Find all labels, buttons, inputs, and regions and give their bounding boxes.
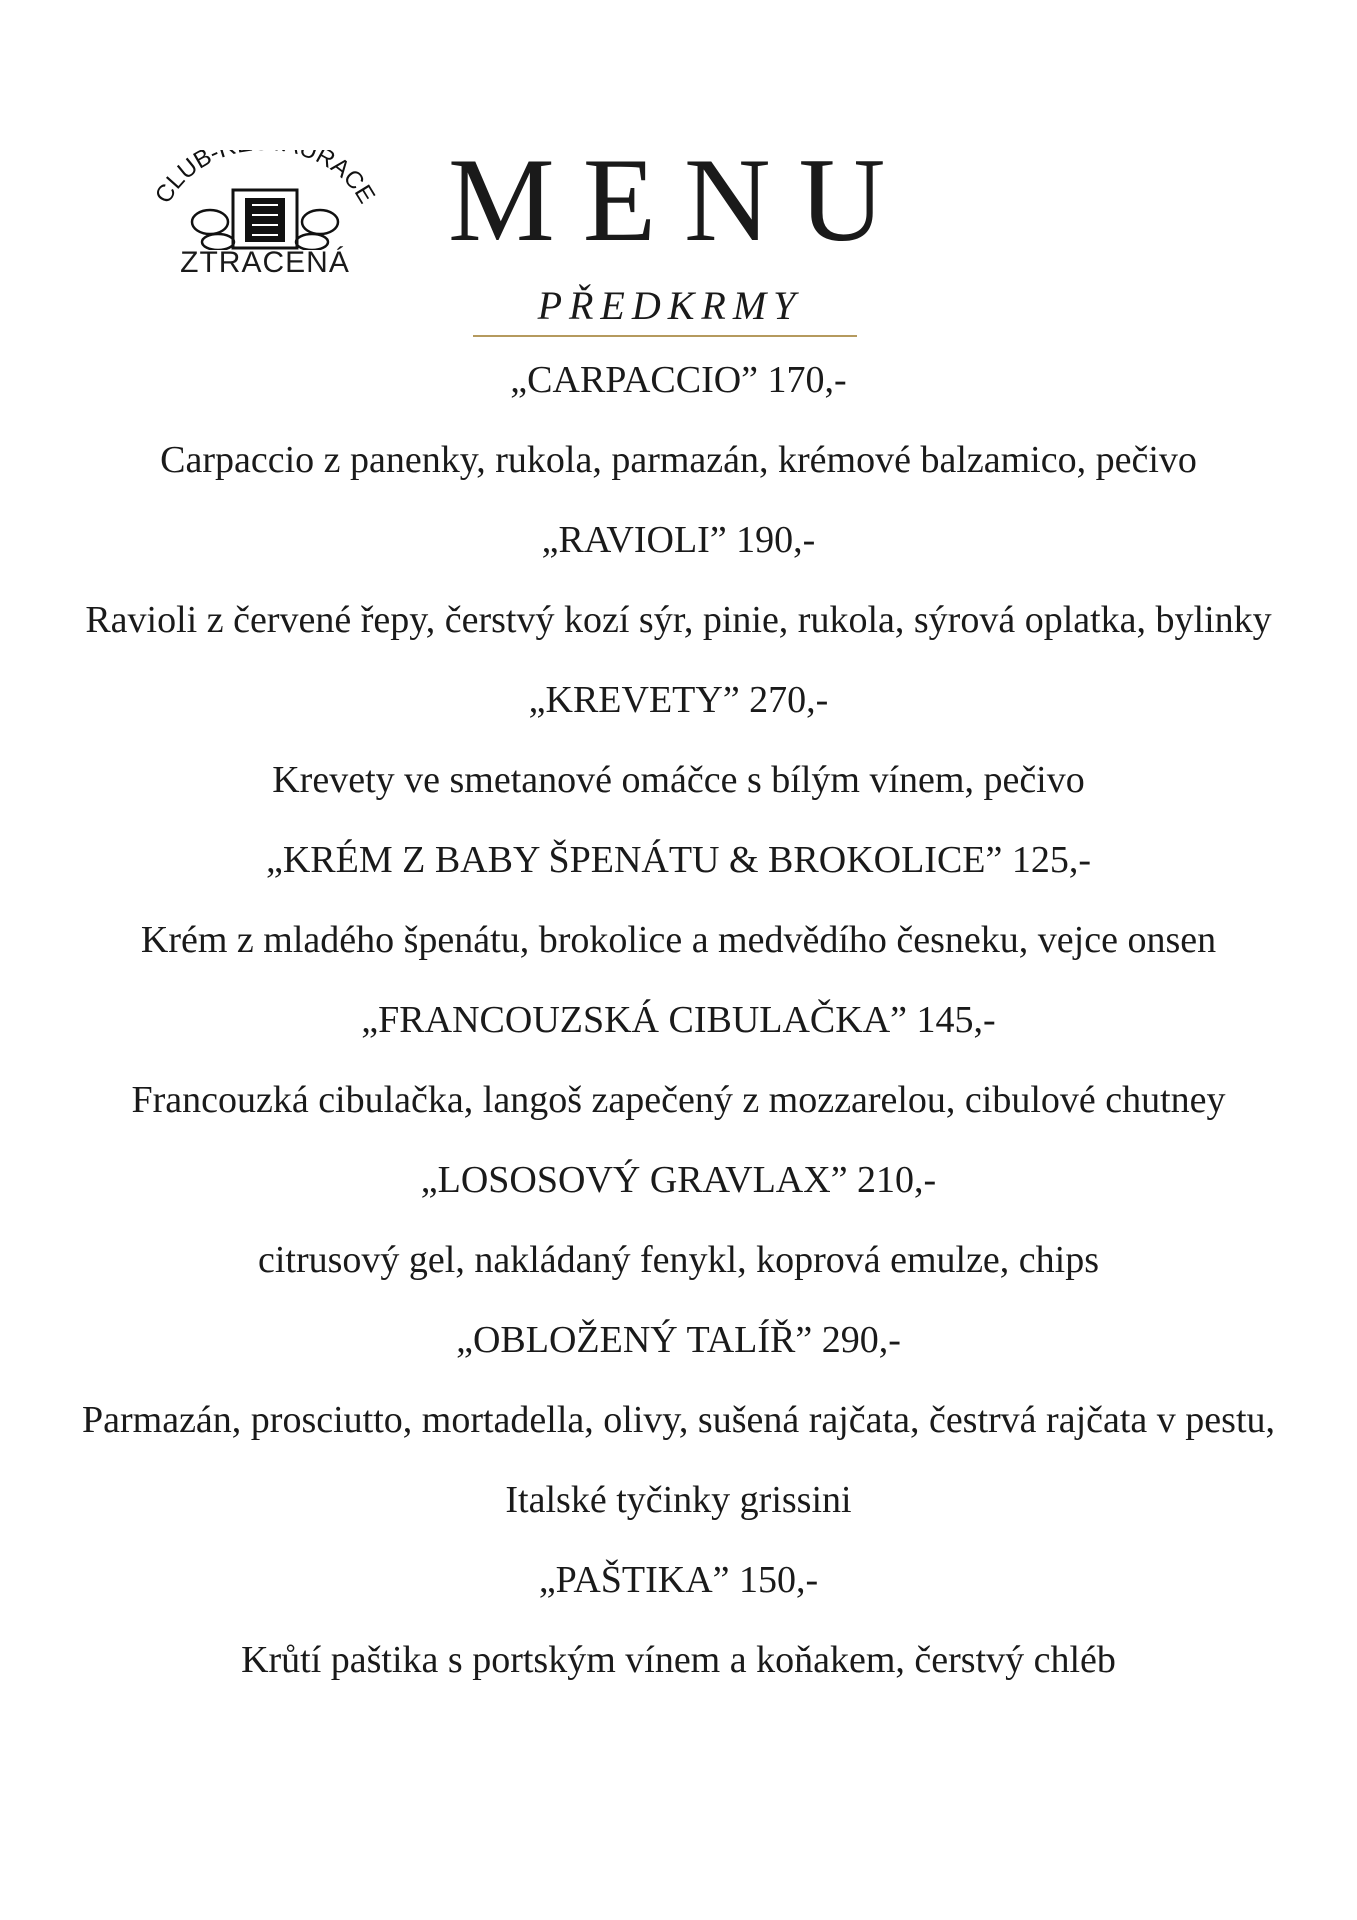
menu-item-description: citrusový gel, nakládaný fenykl, koprová emulze, chips xyxy=(257,1239,1100,1281)
menu-item-description: Francouzká cibulačka, langoš zapečený z mozzarelou, cibulové chutney xyxy=(131,1079,1226,1121)
title-divider xyxy=(473,335,857,337)
menu-item-name: „LOSOSOVÝ GRAVLAX” 210,- xyxy=(420,1159,937,1201)
menu-item-description: Ravioli z červené řepy, čerstvý kozí sýr, pinie, rukola, sýrová oplatka, bylinky xyxy=(85,599,1272,641)
menu-item-name: „OBLOŽENÝ TALÍŘ” 290,- xyxy=(456,1319,901,1361)
menu-item-name: „CARPACCIO” 170,- xyxy=(510,359,847,401)
logo-emblem-icon xyxy=(140,150,390,250)
menu-item-description: Krevety ve smetanové omáčce s bílým vínem, pečivo xyxy=(272,759,1085,801)
menu-item-description: Carpaccio z panenky, rukola, parmazán, krémové balzamico, pečivo xyxy=(160,439,1197,481)
svg-text:CLUB-RESTAURACE: CLUB- URACE xyxy=(149,150,381,209)
menu-items xyxy=(60,340,1297,1700)
menu-item-name: „RAVIOLI” 190,- xyxy=(541,519,816,561)
restaurant-logo xyxy=(140,150,390,280)
menu-item-description: Parmazán, prosciutto, mortadella, olivy, sušená rajčata, čestrvá rajčata v pestu, Italské tyčinky grissini xyxy=(81,1399,1275,1521)
menu-item-name: „KREVETY” 270,- xyxy=(528,679,829,721)
menu-item-description: Krůtí paštika s portským vínem a koňakem, čerstvý chléb xyxy=(241,1639,1116,1681)
section-title: PŘEDKRMY xyxy=(537,283,803,328)
logo-name: ZTRACENÁ xyxy=(180,246,350,279)
menu-item-name: „PAŠTIKA” 150,- xyxy=(538,1559,819,1601)
menu-title: MENU xyxy=(448,133,914,266)
menu-item-name: „KRÉM Z BABY ŠPENÁTU & BROKOLICE” 125,- xyxy=(265,839,1092,881)
menu-item-description: Krém z mladého špenátu, brokolice a medvědího česneku, vejce onsen xyxy=(140,919,1217,961)
menu-item-name: „FRANCOUZSKÁ CIBULAČKA” 145,- xyxy=(361,999,996,1041)
